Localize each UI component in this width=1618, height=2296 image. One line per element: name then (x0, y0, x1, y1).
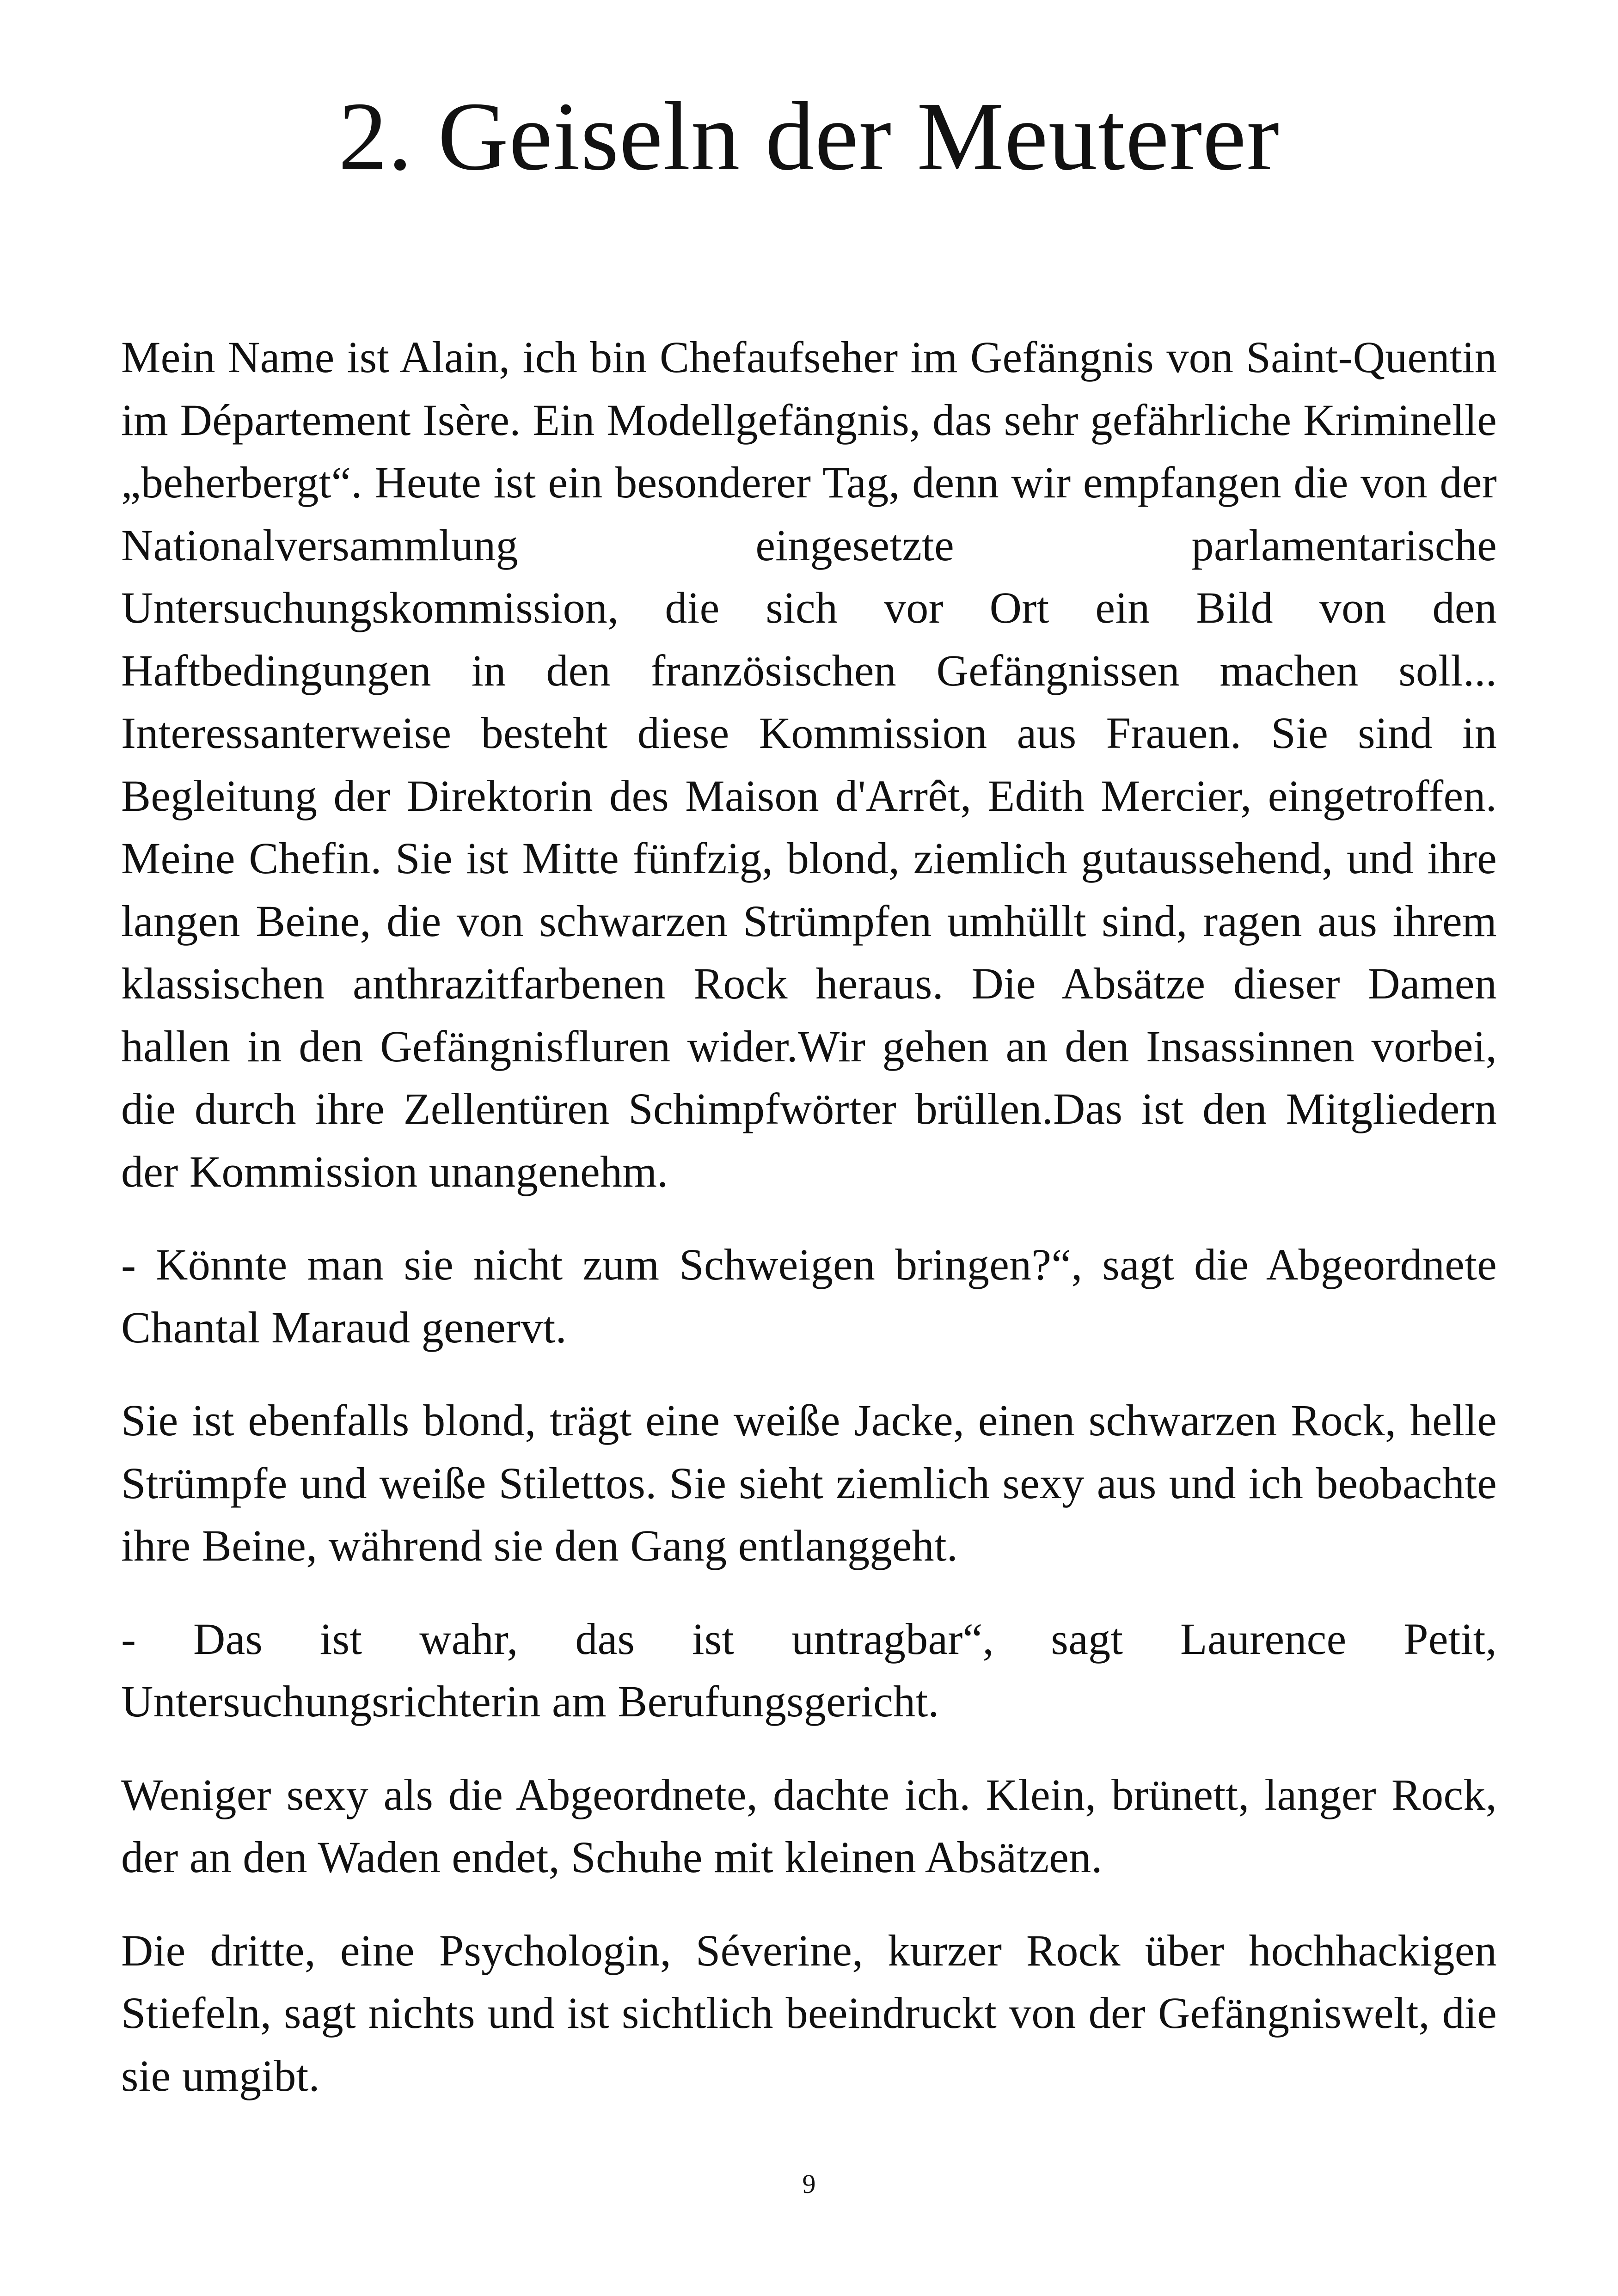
paragraph-dialogue-maraud: - Könnte man sie nicht zum Schweigen bringen?“, sagt die Abgeordnete Chantal Maraud genervt. (121, 1240, 1497, 1352)
chapter-title: 2. Geiseln der Meuterer (338, 82, 1280, 190)
chapter-body (121, 326, 1497, 2137)
paragraph-maraud-description: Sie ist ebenfalls blond, trägt eine weiße Jacke, einen schwarzen Rock, helle Strümpfe und weiße Stilettos. Sie sieht ziemlich sexy aus und ich beobachte ihre Beine, während sie den Gang entlanggeht. (121, 1396, 1497, 1570)
paragraph-dialogue-petit: - Das ist wahr, das ist untragbar“, sagt Laurence Petit, Untersuchungsrichterin am Berufungsgericht. (121, 1614, 1497, 1726)
paragraph-severine-description: Die dritte, eine Psychologin, Séverine, kurzer Rock über hochhackigen Stiefeln, sagt nichts und ist sichtlich beeindruckt von der Gefängniswelt, die sie umgibt. (121, 1925, 1497, 2100)
paragraph-intro: Mein Name ist Alain, ich bin Chefaufseher im Gefängnis von Saint-Quentin im Département Isère. Ein Modellgefängnis, das sehr gefährliche Kriminelle „beherbergt“. Heute ist ein besonderer Tag, denn wir empfangen die von der Nationalversammlung eingesetzte parlamentarische Untersuchungskommission, die sich vor Ort ein Bild von den Haftbedingungen in den französischen Gefängnissen machen soll... Interessanterweise besteht diese Kommission aus Frauen. Sie sind in Begleitung der Direktorin des Maison d'Arrêt, Edith Mercier, eingetroffen. Meine Chefin. Sie ist Mitte fünfzig, blond, ziemlich gutaussehend, und ihre langen Beine, die von schwarzen Strümpfen umhüllt sind, ragen aus ihrem klassischen anthrazitfarbenen Rock heraus. Die Absätze dieser Damen hallen in den Gefängnisfluren wider.Wir gehen an den Insassinnen vorbei, die durch ihre Zellentüren Schimpfwörter brüllen.Das ist den Mitgliedern der Kommission unangenehm. (121, 332, 1497, 1196)
page-number: 9 (802, 2169, 816, 2199)
paragraph-petit-description: Weniger sexy als die Abgeordnete, dachte ich. Klein, brünett, langer Rock, der an den Waden endet, Schuhe mit kleinen Absätzen. (121, 1769, 1497, 1882)
